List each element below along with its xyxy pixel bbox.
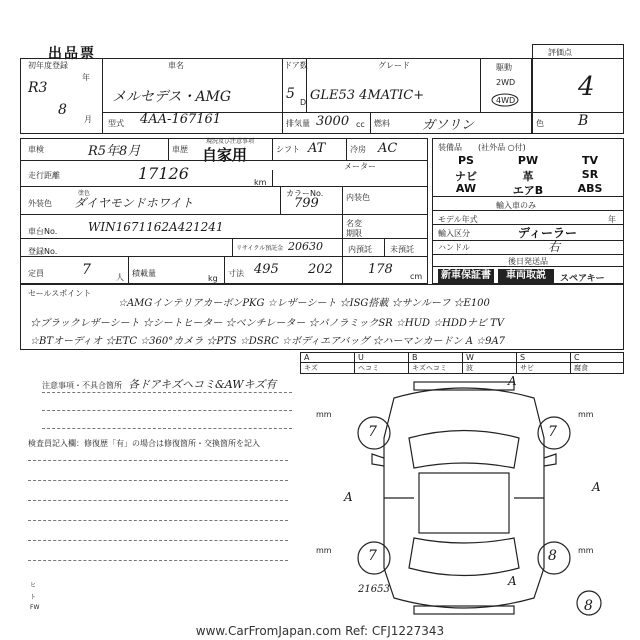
- code-header: A: [304, 353, 310, 362]
- code-value: キズ: [304, 364, 318, 372]
- equipment-item: ナビ: [455, 170, 477, 183]
- import-category-label: 輸入区分: [438, 229, 470, 238]
- import-category-value: ディーラー: [518, 226, 578, 240]
- engine-unit: cc: [356, 120, 365, 129]
- equipment-item: ABS: [577, 182, 603, 195]
- car-name-label: 車名: [168, 61, 184, 70]
- code-header: S: [520, 353, 526, 362]
- dims-width: 202: [308, 262, 333, 277]
- damage-mark-3: A: [592, 480, 601, 494]
- int-color-label: 内装色: [346, 193, 370, 202]
- left-code-3: FW: [30, 604, 40, 611]
- model-value: 4AA-167161: [140, 112, 222, 127]
- import-header: 輸入車のみ: [496, 201, 536, 210]
- ac-label: 冷房: [350, 145, 366, 154]
- deadline-label: 期限: [346, 229, 362, 238]
- damage-mark-2: A: [344, 490, 353, 504]
- recycle-label: リサイクル預託金: [236, 245, 284, 252]
- left-code-1: ヒ: [30, 582, 37, 589]
- circle-value-3: 7: [368, 548, 377, 564]
- code-value: 腐食: [574, 364, 588, 372]
- sales-point-label: セールスポイント: [28, 289, 92, 298]
- inspector-label: 検査員記入欄：修復歴「有」の場合は修復箇所・交換箇所を記入: [28, 439, 260, 448]
- code-header: U: [358, 353, 364, 362]
- engine-label: 排気量: [286, 119, 310, 128]
- drive-2wd: 2WD: [496, 78, 516, 87]
- code-header: C: [574, 353, 580, 362]
- fuel-value: ガソリン: [422, 118, 475, 133]
- year-unit: 年: [82, 73, 90, 82]
- capacity-label: 定員: [28, 269, 44, 278]
- equipment-item: PW: [517, 154, 539, 167]
- history-label: 車歴: [172, 145, 188, 154]
- drive-label: 駆動: [496, 63, 512, 72]
- capacity-value: 7: [82, 262, 91, 278]
- docs-header: 後日発送品: [508, 257, 548, 266]
- recycle-value: 20630: [288, 240, 323, 253]
- car-name-value: メルセデス・AMG: [112, 89, 232, 105]
- dims-label: 寸法: [228, 269, 244, 278]
- model-year-label: モデル年式: [438, 215, 478, 224]
- mileage-unit: km: [254, 178, 267, 187]
- notes-label: 注意事項・不具合箇所: [42, 381, 122, 390]
- sales-line-2: ☆ブラックレザーシート ☆シートヒーター ☆ベンチレーター ☆パノラミックSR ☆HUD ☆HDDナビ TV: [30, 318, 504, 329]
- name-change-label: 名変: [346, 219, 362, 228]
- drive-circle-mark: [490, 92, 520, 108]
- handle-value: 右: [548, 240, 561, 254]
- shift-label: シフト: [276, 145, 300, 154]
- history-value: 自家用: [202, 146, 248, 164]
- history-note: 現況及び注意事項: [206, 138, 255, 145]
- load-unit: kg: [208, 274, 218, 283]
- drive-4wd: 4WD: [496, 96, 516, 105]
- doors-label: ドア数: [284, 61, 308, 70]
- circle-value-5: 8: [584, 598, 593, 614]
- mileage-value: 17126: [138, 164, 189, 183]
- doc-warranty: 新車保証書: [438, 269, 494, 283]
- left-code-2: ト: [30, 594, 37, 601]
- circle-value-2: 7: [548, 424, 557, 440]
- damage-mark-4: A: [508, 574, 517, 588]
- equipment-item: 革: [522, 170, 534, 183]
- fuel-label: 燃料: [374, 119, 390, 128]
- code-header: B: [412, 353, 418, 362]
- first-reg-month: 8: [58, 102, 67, 118]
- load-label: 積載量: [132, 269, 156, 278]
- doc-spare-key: スペアキー: [560, 274, 605, 284]
- code-value: ヘコミ: [358, 364, 379, 372]
- ac-value: AC: [378, 141, 398, 156]
- color-code-value: 799: [294, 196, 319, 211]
- doc-manual: 車両取説: [498, 269, 554, 283]
- doors-unit: D: [300, 98, 307, 107]
- grade-value: GLE53 4MATIC+: [310, 88, 425, 103]
- registration-label: 登録No.: [28, 247, 58, 256]
- damage-mark-1: A: [508, 374, 517, 388]
- watermark-footer: www.CarFromJapan.com Ref: CFJ1227343: [195, 624, 445, 638]
- code-value: 波: [466, 364, 473, 372]
- first-reg-label: 初年度登録: [28, 61, 68, 70]
- inspection-value: R5年8月: [88, 144, 141, 159]
- chassis-value: WIN1671162A421241: [88, 220, 224, 234]
- tire-label-3: mm: [316, 546, 332, 555]
- chassis-label: 車台No.: [28, 227, 58, 236]
- equipment-item: エアB: [512, 184, 544, 197]
- recycle-yes: 内預託: [348, 245, 372, 254]
- sales-line-3: ☆BTオーディオ ☆ETC ☆360°カメラ ☆PTS ☆DSRC ☆ボディエアバッグ ☆ハーマンカードン A ☆9A7: [30, 336, 506, 347]
- equipment-label: 装備品: [438, 143, 462, 152]
- model-year-unit: 年: [608, 215, 616, 224]
- car-diagram: [314, 378, 614, 618]
- tire-label-1: mm: [316, 410, 332, 419]
- month-unit: 月: [84, 115, 92, 124]
- equipment-item: AW: [455, 182, 477, 195]
- grade-label: グレード: [378, 61, 410, 70]
- equipment-item: PS: [458, 154, 474, 167]
- inspection-label: 車検: [28, 145, 44, 154]
- score-value: 4: [578, 72, 595, 102]
- doors-value: 5: [286, 86, 295, 102]
- code-value: キズヘコミ: [412, 364, 447, 372]
- equipment-item: TV: [581, 154, 599, 167]
- color-grade-value: B: [578, 113, 589, 129]
- first-reg-era: R3: [28, 80, 48, 96]
- ext-color-label: 外装色: [28, 199, 52, 208]
- dims-height: 178: [368, 262, 393, 277]
- code-header: W: [466, 353, 474, 362]
- meter-label: メーター: [344, 162, 376, 171]
- sales-line-1: ☆AMGインテリアカーボンPKG ☆レザーシート ☆ISG搭載 ☆サンルーフ ☆E100: [118, 298, 490, 309]
- score-label: 評価点: [548, 48, 572, 57]
- tire-label-4: mm: [578, 546, 594, 555]
- circle-value-4: 8: [548, 548, 557, 564]
- code-value: サビ: [520, 364, 534, 372]
- auction-sheet: [18, 40, 624, 620]
- color-grade-label: 色: [536, 119, 544, 128]
- tire-label-2: mm: [578, 410, 594, 419]
- engine-value: 3000: [316, 114, 350, 129]
- shift-value: AT: [308, 141, 326, 156]
- dims-length: 495: [254, 262, 279, 277]
- ext-color-value: ダイヤモンドホワイト: [74, 196, 194, 210]
- dims-unit: cm: [410, 272, 423, 281]
- color-code-label: カラーNo.: [286, 189, 324, 198]
- recycle-no: 未預託: [390, 245, 414, 254]
- model-label: 型式: [108, 119, 124, 128]
- diagram-mileage-note: 21653: [358, 584, 390, 595]
- capacity-unit: 人: [116, 273, 124, 282]
- mileage-label: 走行距離: [28, 171, 60, 180]
- circle-value-1: 7: [368, 424, 377, 440]
- sheet-title: 出品票: [48, 46, 96, 62]
- handle-label: ハンドル: [438, 243, 470, 252]
- notes-value: 各ドアキズヘコミ&AWキズ有: [128, 378, 277, 391]
- paint-label: 塗色: [78, 190, 91, 197]
- equipment-item: SR: [581, 168, 599, 181]
- equipment-legend: (社外品 ○付): [478, 143, 526, 152]
